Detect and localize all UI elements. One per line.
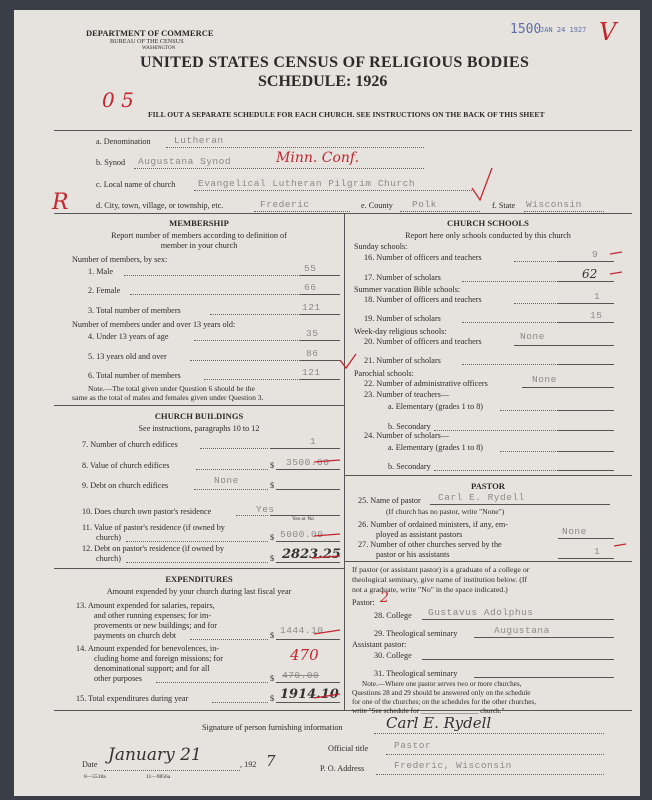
total-members-count: 121	[302, 302, 321, 313]
total-members-label: 3. Total number of members	[88, 306, 181, 315]
sunday-schools-label: Sunday schools:	[354, 242, 408, 251]
date-label: Date	[82, 760, 98, 769]
church-edifices-count: 1	[310, 436, 317, 447]
residence-value-label-line2: church)	[96, 533, 122, 542]
signature-label: Signature of person furnishing information	[202, 723, 343, 732]
date-year-prefix: , 192	[240, 760, 257, 769]
q31-label: 31. Theological seminary	[374, 669, 458, 678]
q25-pastor-name: Carl E. Rydell	[438, 492, 525, 503]
q14-label-line3: denominational support; and for all	[94, 664, 210, 673]
residence-debt-dollar: $	[270, 554, 275, 563]
membership-intro-line1: Report number of members according to definition of	[111, 231, 287, 240]
synod-handwritten-note: Minn. Conf.	[276, 150, 360, 166]
members-by-sex-label: Number of members, by sex:	[72, 255, 168, 264]
date-year-digit: 7	[266, 752, 276, 770]
q15-tick	[314, 694, 340, 698]
synod-value: Augustana Synod	[138, 156, 232, 167]
pastor-note-line1: Note.—Where one pastor serves two or more churches,	[362, 680, 522, 688]
red-handwritten-r: R	[52, 190, 69, 215]
q27-label-line1: 27. Number of other churches served by the	[358, 540, 502, 549]
q16-label: 16. Number of officers and teachers	[364, 253, 482, 262]
total-members-6-count: 121	[302, 367, 321, 378]
red-check-mark: V	[599, 18, 617, 46]
q13-label-line4: payments on church debt	[94, 631, 177, 640]
church-edifices-label: 7. Number of church edifices	[82, 440, 178, 449]
membership-intro-line2: member in your church	[160, 241, 238, 250]
official-title-label: Official title	[328, 744, 369, 753]
official-title-value: Pastor	[394, 740, 432, 751]
membership-note-line2: same as the total of males and females given under Question 3.	[72, 393, 264, 402]
members-by-age-label: Number of members under and over 13 years old:	[72, 320, 236, 329]
church-schools-intro: Report here only schools conducted by this church	[405, 231, 571, 240]
denomination-value: Lutheran	[174, 135, 224, 146]
q14-dollar: $	[270, 674, 275, 683]
residence-value-amount: 5000.00	[280, 529, 324, 540]
state-value: Wisconsin	[526, 199, 582, 210]
q16-tick	[610, 252, 622, 254]
denomination-label: a. Denomination	[96, 137, 151, 146]
po-address-value: Frederic, Wisconsin	[394, 760, 512, 771]
q29-seminary: Augustana	[494, 625, 550, 636]
yes-or-no-hint: Yes or No	[292, 516, 315, 522]
receipt-stamp-number: 1500	[510, 22, 542, 37]
graduate-instruction-line3: not a graduate, write "No" in the space indicated.)	[352, 585, 508, 594]
owns-residence-value: Yes	[256, 504, 275, 515]
church-value-label: 8. Value of church edifices	[82, 461, 170, 470]
residence-value-dollar: $	[270, 533, 275, 542]
expenditures-intro: Amount expended by your church during last fiscal year	[106, 587, 292, 596]
q22-value: None	[532, 374, 557, 385]
q25-note: (If church has no pastor, write "None")	[386, 507, 505, 516]
q24-secondary-label: b. Secondary	[388, 462, 431, 471]
city-town-label: d. City, town, village, or township, etc.	[96, 201, 224, 210]
state-label: f. State	[492, 201, 516, 210]
local-name-value: Evangelical Lutheran Pilgrim Church	[198, 178, 416, 189]
church-debt-label: 9. Debt on church edifices	[82, 481, 169, 490]
q17-tick	[610, 272, 622, 274]
q26-label-line2: ployed as assistant pastors	[376, 530, 463, 539]
over-13-count: 86	[306, 348, 319, 359]
po-address-label: P. O. Address	[320, 764, 365, 773]
q26-value: None	[562, 526, 587, 537]
church-buildings-heading: CHURCH BUILDINGS	[154, 411, 244, 421]
owns-residence-label: 10. Does church own pastor's residence	[82, 507, 212, 516]
q15-amount: 1914.10	[280, 687, 339, 702]
residence-value-label-line1: 11. Value of pastor's residence (if owned by	[82, 523, 225, 532]
graduate-instruction-line1: If pastor (or assistant pastor) is a graduate of a college or	[352, 565, 530, 574]
form-title: UNITED STATES CENSUS OF RELIGIOUS BODIES	[140, 54, 530, 71]
city-town-value: Frederic	[260, 199, 310, 210]
form-code-2: 11—9856a	[146, 774, 171, 780]
over-13-label: 5. 13 years old and over	[88, 352, 167, 361]
q24-label: 24. Number of scholars—	[364, 431, 450, 440]
q15-label: 15. Total expenditures during year	[76, 694, 189, 703]
q18-label: 18. Number of officers and teachers	[364, 295, 482, 304]
local-name-label: c. Local name of church	[96, 180, 176, 189]
q14-label-line4: other purposes	[94, 674, 142, 683]
census-schedule-paper	[14, 10, 640, 796]
total-members-check-mark	[340, 354, 356, 368]
q23-secondary-label: b. Secondary	[388, 422, 431, 431]
q13-amount: 1444.10	[280, 625, 324, 636]
pastor-note-line4: write "See schedule for ________________ church."	[352, 707, 505, 715]
q14-amount: 470.00	[282, 670, 320, 681]
q23-elementary-label: a. Elementary (grades 1 to 8)	[388, 402, 484, 411]
pastor-handwritten-mark: 2	[380, 590, 389, 606]
q28-college: Gustavus Adolphus	[428, 607, 534, 618]
q14-handwritten-correction: 470	[290, 646, 319, 664]
q23-label: 23. Number of teachers—	[364, 390, 450, 399]
membership-heading: MEMBERSHIP	[169, 218, 229, 228]
signature: Carl E. Rydell	[386, 714, 492, 732]
graduate-instruction-line2: theological seminary, give name of institution below. (If	[352, 575, 528, 584]
residence-debt-label-line1: 12. Debt on pastor's residence (if owned by	[82, 544, 224, 553]
residence-debt-label-line2: church)	[96, 554, 122, 563]
q19-label: 19. Number of scholars	[364, 314, 441, 323]
church-value-amount: 3500.00	[286, 457, 330, 468]
male-count: 55	[304, 263, 317, 274]
q27-tick	[614, 544, 626, 546]
under-13-label: 4. Under 13 years of age	[88, 332, 169, 341]
q30-label: 30. College	[374, 651, 412, 660]
summer-schools-label: Summer vacation Bible schools:	[354, 285, 461, 294]
q17-label: 17. Number of scholars	[364, 273, 441, 282]
red-handwritten-code: 0 5	[102, 88, 134, 112]
q18-value: 1	[594, 291, 601, 302]
church-debt-amount: None	[214, 475, 239, 486]
church-value-dollar: $	[270, 461, 275, 470]
residence-debt-amount: 2823.25	[282, 547, 341, 562]
q16-value: 9	[592, 249, 599, 260]
pastor-note-line3: for one of the churches; on the schedules for the other churches,	[352, 698, 537, 706]
q13-label-line1: 13. Amount expended for salaries, repairs,	[76, 601, 215, 610]
q22-label: 22. Number of administrative officers	[364, 379, 488, 388]
church-schools-heading: CHURCH SCHOOLS	[447, 218, 529, 228]
q29-label: 29. Theological seminary	[374, 629, 458, 638]
q28-label: 28. College	[374, 611, 412, 620]
q13-label-line2: and other running expenses; for im-	[94, 611, 212, 620]
separate-schedule-instruction: FILL OUT A SEPARATE SCHEDULE FOR EACH CHURCH. SEE INSTRUCTIONS ON THE BACK OF THIS SHEET	[148, 110, 545, 119]
total-members-6-label: 6. Total number of members	[88, 371, 181, 380]
form-code-1: 8—5518a	[84, 774, 106, 780]
receipt-stamp-date: JAN 24 1927	[540, 26, 587, 34]
q13-tick	[314, 630, 340, 634]
q27-value: 1	[594, 546, 601, 557]
bureau-label: BUREAU OF THE CENSUS	[110, 38, 184, 45]
city-label: WASHINGTON	[142, 46, 176, 51]
department-label: DEPARTMENT OF COMMERCE	[86, 28, 214, 38]
q24-elementary-label: a. Elementary (grades 1 to 8)	[388, 443, 484, 452]
q14-label-line2: cluding home and foreign missions; for	[94, 654, 223, 663]
female-count: 66	[304, 282, 317, 293]
church-buildings-intro: See instructions, paragraphs 10 to 12	[138, 424, 260, 433]
weekday-schools-label: Week-day religious schools:	[354, 327, 447, 336]
residence-debt-tick	[312, 556, 340, 558]
q20-value: None	[520, 331, 545, 342]
parochial-schools-label: Parochial schools:	[354, 369, 414, 378]
synod-label: b. Synod	[96, 158, 126, 167]
county-check-mark	[472, 168, 492, 200]
membership-note-line1: Note.—The total given under Question 6 should be the	[88, 384, 255, 393]
q20-label: 20. Number of officers and teachers	[364, 337, 482, 346]
assistant-pastor-subheading: Assistant pastor:	[352, 640, 407, 649]
q27-label-line2: pastor or his assistants	[376, 550, 450, 559]
q13-dollar: $	[270, 631, 275, 640]
under-13-count: 35	[306, 328, 319, 339]
q14-label-line1: 14. Amount expended for benevolences, in-	[76, 644, 220, 653]
date-handwritten: January 21	[108, 745, 202, 765]
q21-label: 21. Number of scholars	[364, 356, 441, 365]
q19-value: 15	[590, 310, 603, 321]
red-check-marks-overlay	[14, 10, 640, 796]
expenditures-heading: EXPENDITURES	[165, 574, 233, 584]
pastor-subheading: Pastor:	[352, 598, 375, 607]
residence-value-tick	[314, 534, 340, 536]
q17-value: 62	[582, 267, 598, 281]
female-label: 2. Female	[88, 286, 121, 295]
pastor-note-line2: Questions 28 and 29 should be answered only on the schedule	[352, 689, 531, 697]
male-label: 1. Male	[88, 267, 114, 276]
form-subtitle: SCHEDULE: 1926	[258, 73, 388, 90]
county-label: e. County	[361, 201, 393, 210]
q26-label-line1: 26. Number of ordained ministers, if any, em-	[358, 520, 508, 529]
county-value: Polk	[412, 199, 437, 210]
q25-label: 25. Name of pastor	[358, 496, 421, 505]
pastor-heading: PASTOR	[470, 481, 506, 491]
q13-label-line3: provements or new buildings; and for	[94, 621, 218, 630]
church-debt-dollar: $	[270, 481, 275, 490]
q15-dollar: $	[270, 694, 275, 703]
church-value-tick	[314, 460, 340, 462]
